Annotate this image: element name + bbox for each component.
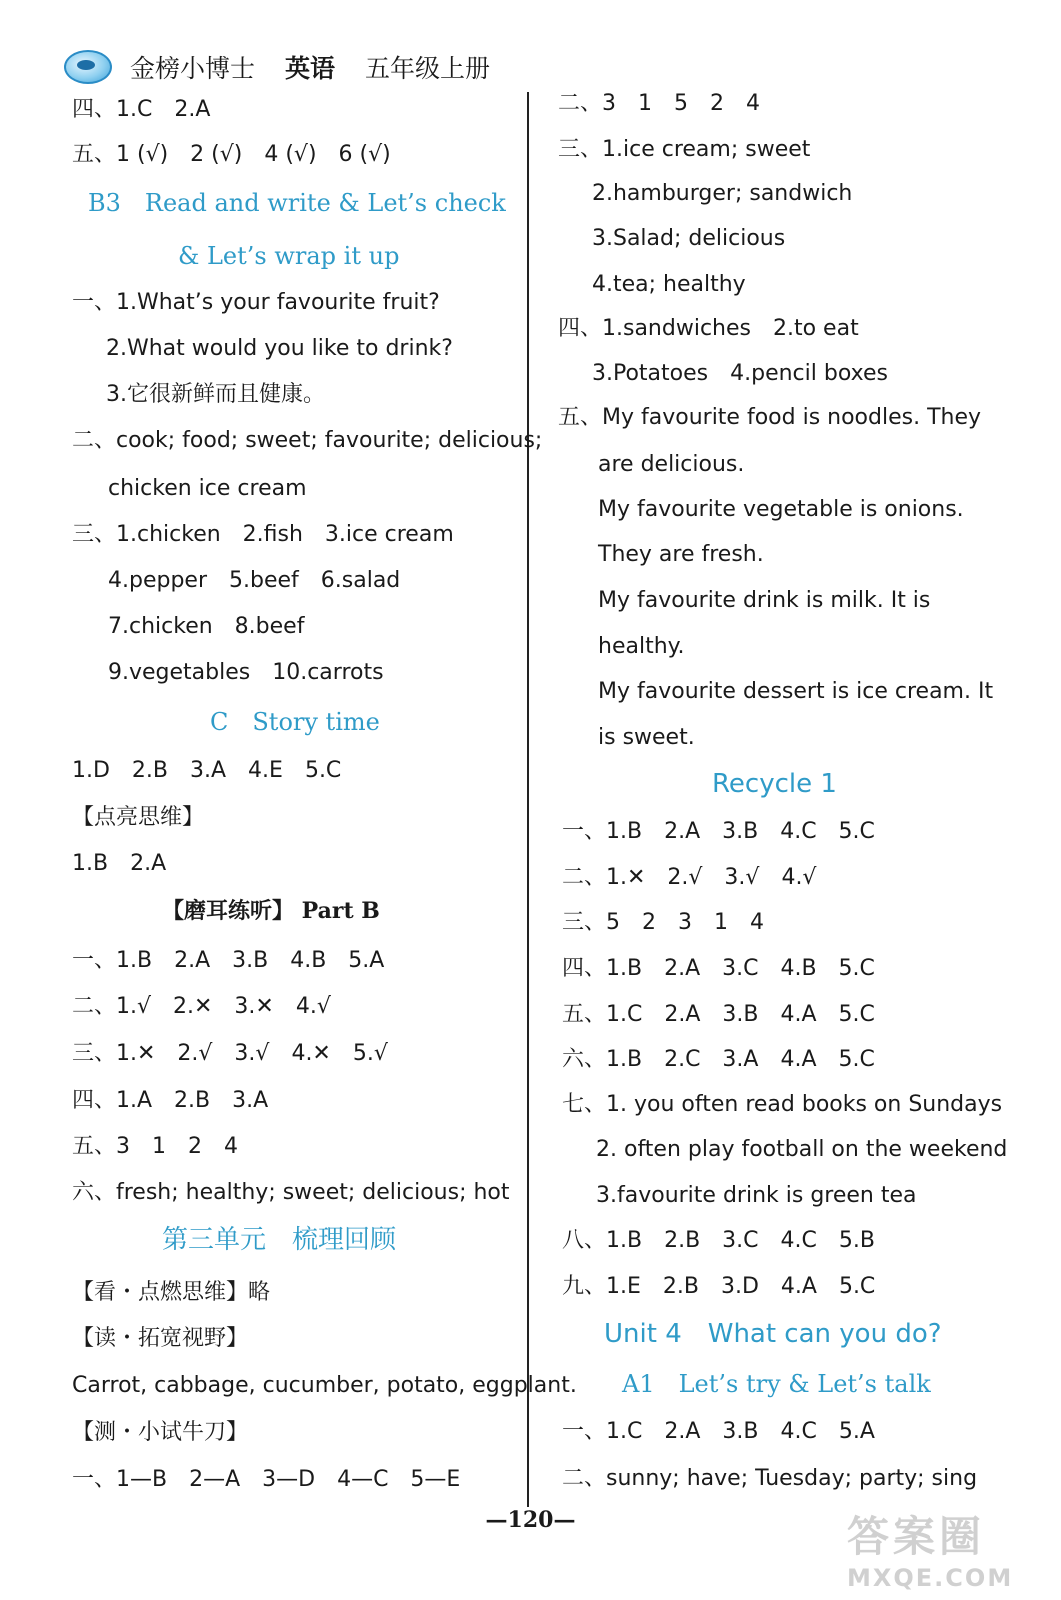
answer-line: 7.chicken 8.beef xyxy=(108,614,305,639)
answer-line: 2.What would you like to drink? xyxy=(106,336,453,361)
section-heading: Recycle 1 xyxy=(712,769,837,799)
answer-line: 四、1.sandwiches 2.to eat xyxy=(558,316,859,341)
answer-line: 一、1.B 2.A 3.B 4.C 5.C xyxy=(562,819,875,844)
answer-line: 五、My favourite food is noodles. They xyxy=(558,405,982,430)
answer-line: My favourite vegetable is onions. xyxy=(598,497,964,522)
answer-line: 三、5 2 3 1 4 xyxy=(562,910,764,935)
answer-line: are delicious. xyxy=(598,452,745,477)
watermark-logo xyxy=(847,1504,1047,1590)
answer-line: 1.D 2.B 3.A 4.E 5.C xyxy=(72,758,342,783)
answer-line: 六、1.B 2.C 3.A 4.A 5.C xyxy=(562,1047,875,1072)
answer-line: 五、1.C 2.A 3.B 4.A 5.C xyxy=(562,1002,875,1027)
answer-line: is sweet. xyxy=(598,725,695,750)
answer-line: 2.hamburger; sandwich xyxy=(592,181,853,206)
answer-line: 三、1.ice cream; sweet xyxy=(558,137,811,162)
answer-line: 二、sunny; have; Tuesday; party; sing xyxy=(562,1466,978,1491)
logo-icon xyxy=(64,50,112,84)
answer-line: 九、1.E 2.B 3.D 4.A 5.C xyxy=(562,1274,876,1299)
answer-line: 【点亮思维】 xyxy=(72,805,205,830)
answer-line: 八、1.B 2.B 3.C 4.C 5.B xyxy=(562,1228,875,1253)
answer-line: 四、1.A 2.B 3.A xyxy=(72,1088,269,1113)
answer-line: 一、1.B 2.A 3.B 4.B 5.A xyxy=(72,948,385,973)
section-heading: C Story time xyxy=(210,708,380,736)
answer-line: healthy. xyxy=(598,634,685,659)
answer-line: 【读・拓宽视野】 xyxy=(72,1326,249,1351)
watermark-bottom: MXQE.COM xyxy=(847,1564,1014,1592)
section-heading: B3 Read and write & Let’s check xyxy=(88,189,506,217)
answer-line: 一、1.C 2.A 3.B 4.C 5.A xyxy=(562,1419,875,1444)
answer-line: 二、3 1 5 2 4 xyxy=(558,91,760,116)
answer-line: 二、1.√ 2.✕ 3.✕ 4.√ xyxy=(72,994,331,1019)
answer-line: Carrot, cabbage, cucumber, potato, eggplant. xyxy=(72,1373,577,1398)
answer-line: 二、cook; food; sweet; favourite; delicious; xyxy=(72,428,543,453)
section-heading: Unit 4 What can you do? xyxy=(604,1319,942,1349)
section-heading: & Let’s wrap it up xyxy=(178,242,400,270)
answer-line: My favourite drink is milk. It is xyxy=(598,588,931,613)
answer-line: 三、1.✕ 2.√ 3.√ 4.✕ 5.√ xyxy=(72,1041,388,1066)
grade-title: 五年级上册 xyxy=(365,54,491,83)
answer-line: 四、1.C 2.A xyxy=(72,97,211,122)
answer-line: My favourite dessert is ice cream. It xyxy=(598,679,994,704)
answer-line: 2. often play football on the weekend xyxy=(596,1137,1008,1162)
answer-line: 1.B 2.A xyxy=(72,851,167,876)
watermark-top: 答案圈 xyxy=(847,1512,986,1561)
book-title: 金榜小博士 xyxy=(130,54,256,83)
answer-line: 【看・点燃思维】略 xyxy=(72,1280,271,1305)
answer-line: 一、1.What’s your favourite fruit? xyxy=(72,290,440,315)
answer-line: 3.favourite drink is green tea xyxy=(596,1183,917,1208)
answer-line: They are fresh. xyxy=(598,542,764,567)
answer-line: 五、1 (√) 2 (√) 4 (√) 6 (√) xyxy=(72,142,391,167)
section-heading: 【磨耳练听】 Part B xyxy=(162,898,380,924)
page-header xyxy=(64,44,520,90)
answer-line: 七、1. you often read books on Sundays xyxy=(562,1092,1003,1117)
answer-line: 3.Potatoes 4.pencil boxes xyxy=(592,361,888,386)
section-heading: A1 Let’s try & Let’s talk xyxy=(622,1370,931,1398)
answer-line: 3.它很新鲜而且健康。 xyxy=(106,382,325,407)
answer-line: chicken ice cream xyxy=(108,476,307,501)
answer-line: 9.vegetables 10.carrots xyxy=(108,660,384,685)
answer-line: 【测・小试牛刀】 xyxy=(72,1420,249,1445)
answer-line: 五、3 1 2 4 xyxy=(72,1134,238,1159)
column-divider xyxy=(527,92,529,1507)
answer-line: 二、1.✕ 2.√ 3.√ 4.√ xyxy=(562,865,817,890)
answer-line: 4.pepper 5.beef 6.salad xyxy=(108,568,401,593)
section-heading: 第三单元 梳理回顾 xyxy=(162,1225,397,1255)
answer-line: 一、1—B 2—A 3—D 4—C 5—E xyxy=(72,1467,461,1492)
page-number: —120— xyxy=(485,1507,576,1533)
answer-line: 三、1.chicken 2.fish 3.ice cream xyxy=(72,522,454,547)
answer-line: 六、fresh; healthy; sweet; delicious; hot xyxy=(72,1180,510,1205)
answer-line: 4.tea; healthy xyxy=(592,272,746,297)
answer-line: 3.Salad; delicious xyxy=(592,226,786,251)
answer-line: 四、1.B 2.A 3.C 4.B 5.C xyxy=(562,956,875,981)
subject-title: 英语 xyxy=(285,54,336,83)
